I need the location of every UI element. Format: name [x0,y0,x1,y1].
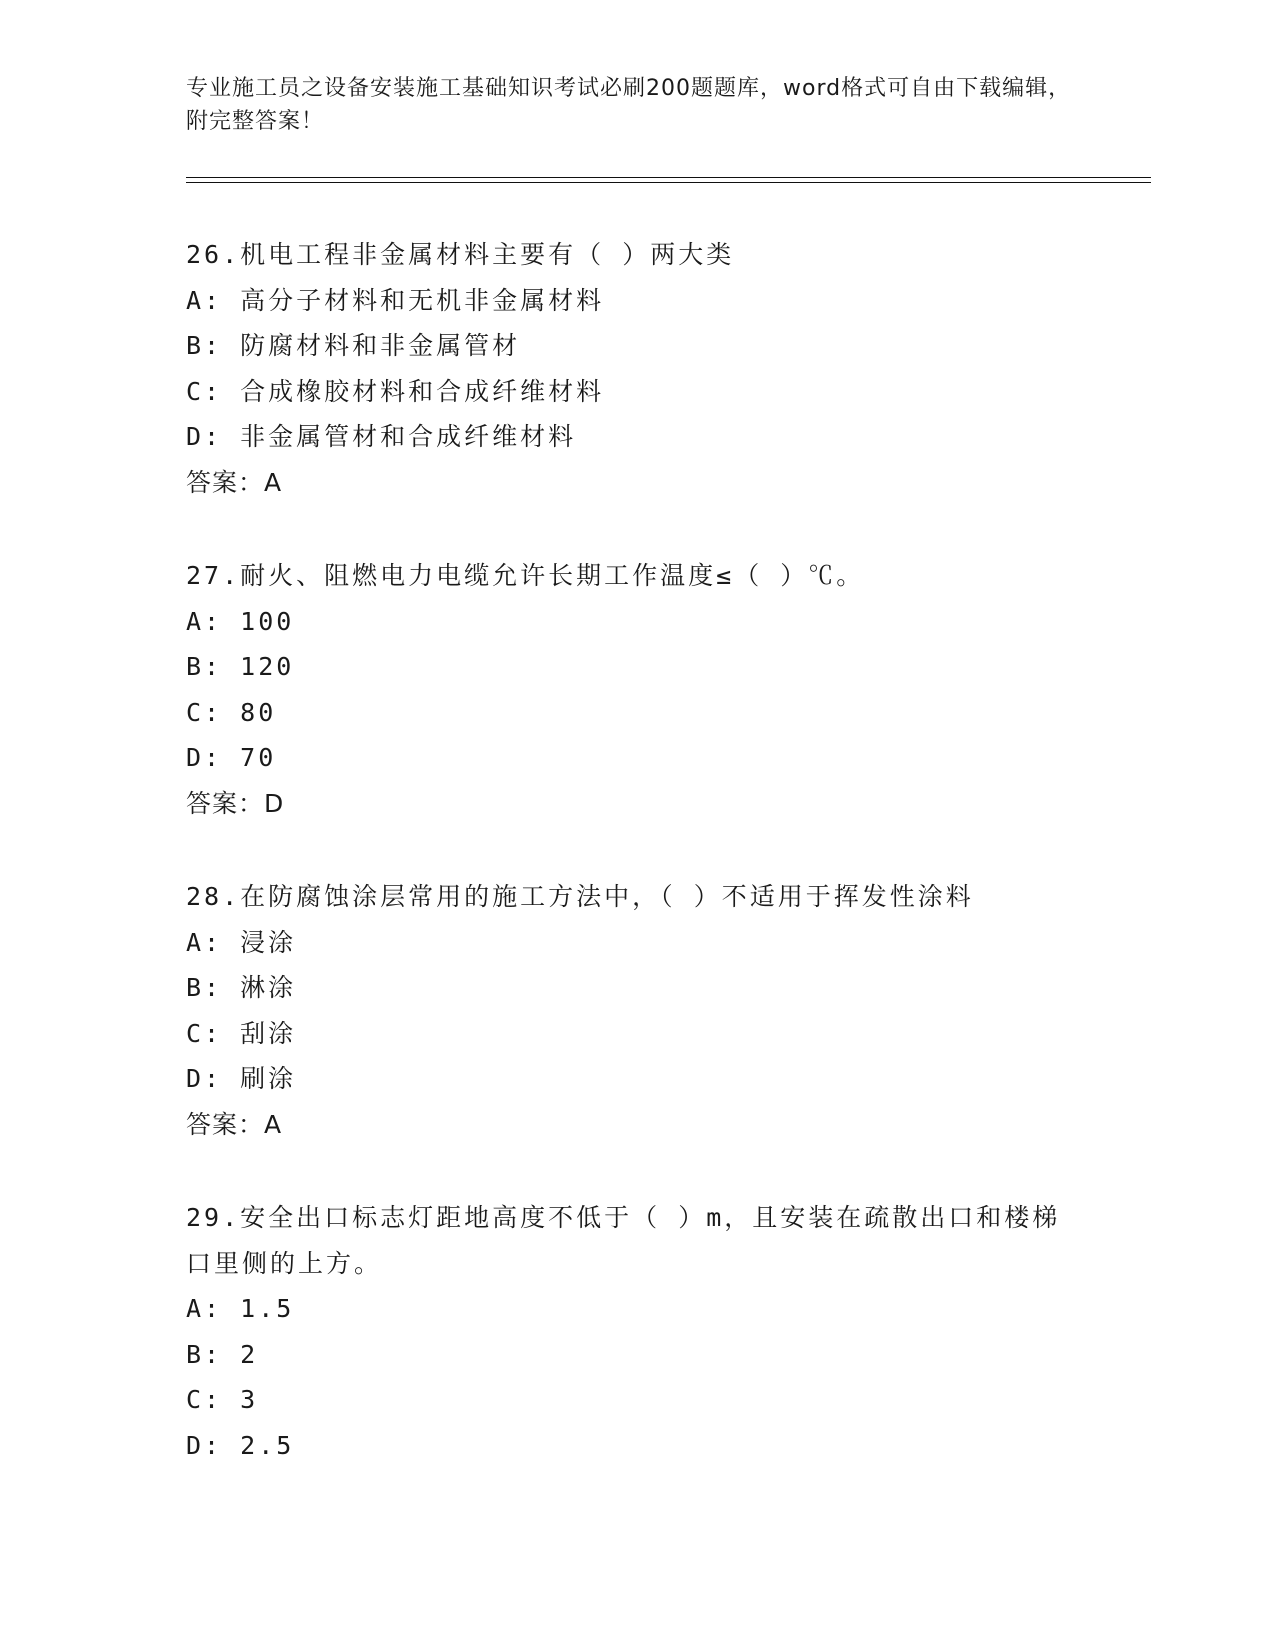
option-d: D: 2.5 [186,1430,295,1460]
option-b: B: 120 [186,652,295,681]
option-c: C: 刮涂 [186,1018,297,1048]
option-a: A: 100 [186,606,295,636]
answer-text: 答案：A [186,467,283,497]
question-29 [186,1195,1086,1468]
question-stem: 29.安全出口标志灯距地高度不低于（ ）m，且安装在疏散出口和楼梯口里侧的上方。 [186,1203,1061,1278]
option-a: A: 1.5 [186,1294,295,1323]
question-stem: 27.耐火、阻燃电力电缆允许长期工作温度≤（ ）℃。 [186,561,865,590]
option-b: B: 防腐材料和非金属管材 [186,331,521,360]
option-b: B: 淋涂 [186,973,297,1002]
question-27 [186,553,1086,826]
question-28 [186,874,1086,1147]
option-b: B: 2 [186,1339,259,1369]
option-a: A: 高分子材料和无机非金属材料 [186,285,605,315]
header-rule-bottom [186,182,1151,183]
header-rule-top [186,177,1151,178]
option-d: D: 非金属管材和合成纤维材料 [186,422,577,451]
question-stem: 28.在防腐蚀涂层常用的施工方法中，（ ）不适用于挥发性涂料 [186,882,974,911]
option-c: C: 80 [186,697,277,727]
option-c: C: 合成橡胶材料和合成纤维材料 [186,376,605,406]
option-d: D: 70 [186,743,277,772]
option-d: D: 刷涂 [186,1064,297,1093]
answer-text: 答案：D [186,788,285,818]
question-26 [186,232,1086,505]
document-title: 专业施工员之设备安装施工基础知识考试必刷200题题库，word格式可自由下载编辑，附完整答案！ [186,76,1072,134]
answer-text: 答案：A [186,1109,283,1139]
option-a: A: 浸涂 [186,927,297,957]
question-stem: 26.机电工程非金属材料主要有（ ）两大类 [186,240,735,269]
question-list [186,232,1086,1516]
option-c: C: 3 [186,1385,259,1414]
